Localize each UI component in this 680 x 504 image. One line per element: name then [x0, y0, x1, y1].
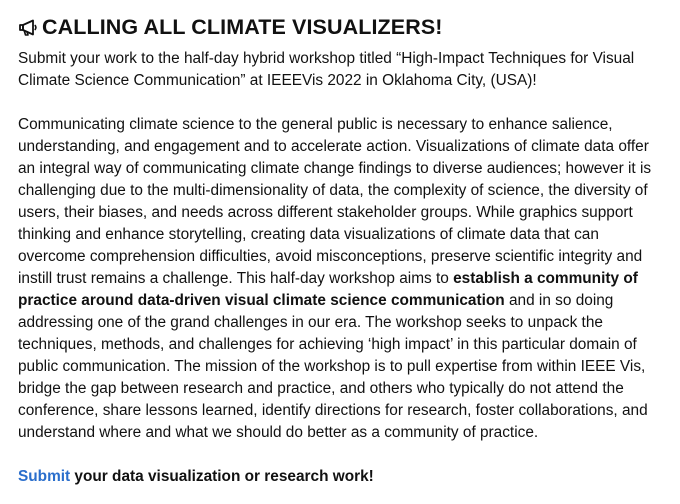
description-paragraph — [18, 114, 668, 444]
announcement — [18, 12, 668, 488]
page-title — [18, 12, 668, 42]
megaphone-icon — [18, 19, 38, 37]
intro-paragraph: Submit your work to the half-day hybrid workshop titled “High-Impact Techniques for Visual Climate Science Communication” at IEEEVis 2022 in Oklahoma City, (USA)! — [18, 50, 635, 89]
submit-link[interactable]: Submit — [18, 468, 71, 485]
description-highlight: establish a community of practice around data-driven visual climate science communication — [18, 270, 638, 309]
description-text-end: and in so doing addressing one of the grand challenges in our era. The workshop seeks to unpack the techniques, methods, and challenges for achieving ‘high impact’ in this particular domain of public communication. The mission of the workshop is to pull expertise from within IEEE Vis, bridge the gap between research and practice, and others who typically do not attend the conference, share lessons learned, identify directions for research, foster collaborations, and understand where and what we should do better as a community of practice. — [18, 292, 648, 441]
call-to-action — [18, 466, 668, 488]
call-to-action-text: your data visualization or research work! — [70, 468, 374, 485]
description-text-start: Communicating climate science to the general public is necessary to enhance salience, understanding, and engagement and to accelerate action. Visualizations of climate data offer an integral way of communicating climate change findings to diverse audiences; however it is challenging due to the multi-dimensionality of data, the complexity of science, the diversity of users, their biases, and needs across different stakeholder groups. While graphics support thinking and enhance storytelling, creating data visualizations of climate data that can overcome comprehension difficulties, avoid misconceptions, preserve scientific integrity and instill trust remains a challenge. This half-day workshop aims to — [18, 116, 652, 287]
heading-text: CALLING ALL CLIMATE VISUALIZERS! — [42, 15, 443, 39]
